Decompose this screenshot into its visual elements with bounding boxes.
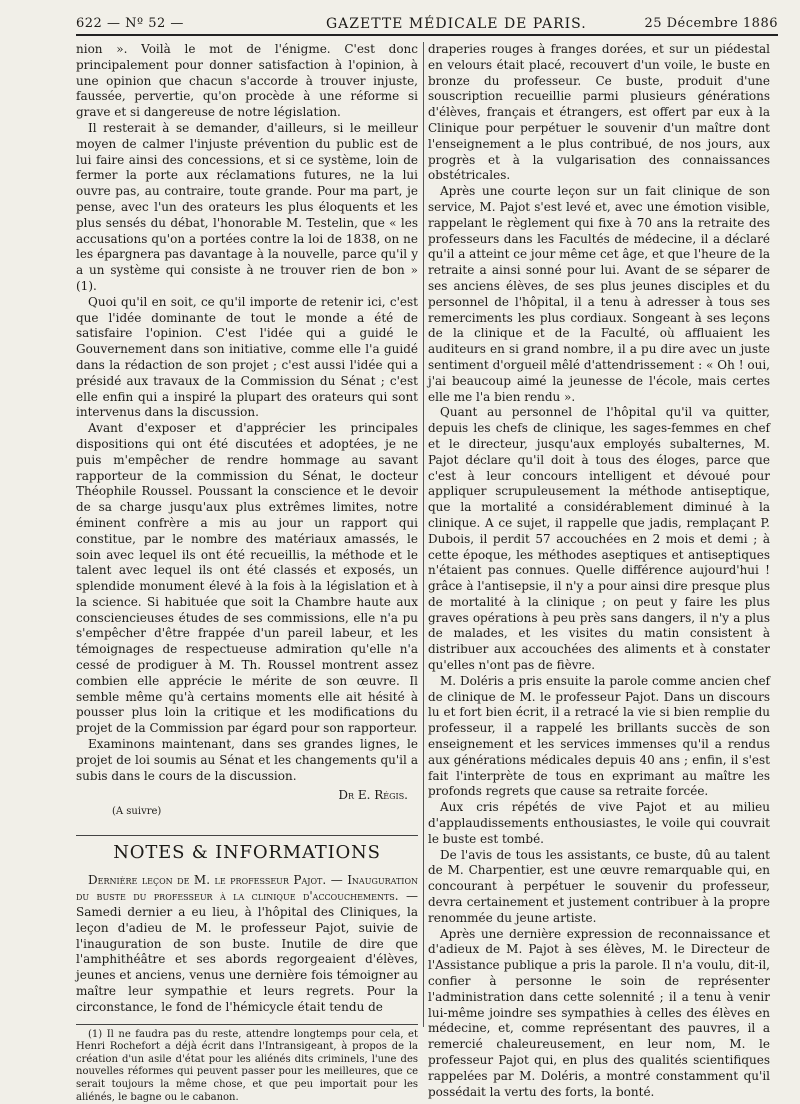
left-column [76, 42, 418, 1103]
paragraph: Il resterait à se demander, d'ailleurs, si le meilleur moyen de calmer l'injuste prévention du public est de lui faire ainsi des concessions, et si ce système, loin de fermer la porte aux réclamations futures, ne la lui ouvre pas, au contraire, toute grande. Pour ma part, je pense, avec l'un des orateurs les plus éloquents et les plus sensés du débat, l'honorable M. Testelin, que « les accusations qu'on a portées contre la loi de 1838, on ne les épargnera pas davantage à la nouvelle, parce qu'il y a un système qui consiste à ne trouver rien de bon » (1). [76, 120, 418, 293]
issue-date: 25 Décembre 1886 [644, 16, 778, 31]
paragraph: Après une courte leçon sur un fait clinique de son service, M. Pajot s'est levé et, avec une émotion visible, rappelant le règlement qui fixe à 70 ans la retraite des professeurs dans les Facultés de médecine, il a déclaré qu'il a atteint ce jour même cet âge, et que l'heure de la retraite a ainsi sonné pour lui. Avant de se séparer de ses anciens élèves, de ses plus jeunes disciples et du personnel de l'hôpital, il a tenu à adresser à tous ses remerciments les plus cordiaux. Songeant à ses leçons de la clinique et de la Faculté, où affluaient les auditeurs en si grand nombre, il a pu dire avec un juste sentiment d'orgueil mêlé d'attendrissement : « Oh ! oui, j'ai beaucoup aimé la jeunesse de l'école, mais certes elle me l'a bien rendu ». [428, 184, 770, 404]
footnote: (1) Il ne faudra pas du reste, attendre longtemps pour cela, et Henri Rochefort a déjà écrit dans l'Intransigeant, à propos de la création d'un asile d'état pour les aliénés dits criminels, l'une des nouvelles réformes qui peuvent passer pour les meilleures, que ce serait toujours la même chose, et que peu importait pour les aliénés, le bagne ou le cabanon. [76, 1028, 418, 1103]
paragraph: Quoi qu'il en soit, ce qu'il importe de retenir ici, c'est que l'idée dominante de tout le monde a été de satisfaire l'opinion. C'est l'idée qui a guidé le Gouvernement dans son initiative, comme elle l'a guidé dans la rédaction de son projet ; c'est aussi l'idée qui a présidé aux travaux de la Commission du Sénat ; c'est elle enfin qui a inspiré la plupart des orateurs qui sont intervenus dans la discussion. [76, 294, 418, 420]
paragraph: Examinons maintenant, dans ses grandes lignes, le projet de loi soumis au Sénat et les changements qu'il a subis dans le cours de la discussion. [76, 737, 418, 783]
footnote-rule [76, 1024, 418, 1025]
paragraph: Aux cris répétés de vive Pajot et au milieu d'applaudissements enthousiastes, le voile qui couvrait le buste est tombé. [428, 800, 770, 846]
paragraph: Quant au personnel de l'hôpital qu'il va quitter, depuis les chefs de clinique, les sages-femmes en chef et le directeur, jusqu'aux employés subalternes, M. Pajot déclare qu'il doit à tous des éloges, parce que c'est à leur concours intelligent et dévoué pour appliquer scrupuleusement la méthode antiseptique, que la mortalité a considérablement diminué à la clinique. A ce sujet, il rappelle que jadis, remplaçant P. Dubois, il perdit 57 accouchées en 2 mois et demi ; à cette époque, les méthodes aseptiques et antiseptiques n'étaient pas connues. Quelle différence aujourd'hui ! grâce à l'antisepsie, il n'y a pour ainsi dire presque plus de mortalité à la clinique ; on peut y faire les plus graves opérations à peu près sans dangers, il n'y a plus de malades, et les visites du matin consistent à distribuer aux accouchées des aliments et à constater qu'elles n'ont pas de fièvre. [428, 405, 770, 673]
paragraph: M. Doléris a pris ensuite la parole comme ancien chef de clinique de M. le professeur Pajot. Dans un discours lu et fort bien écrit, il a retracé la vie si bien remplie du professeur, il a rappelé les brillants succès de son enseignement et les services immenses qu'il a rendus aux générations médicales depuis 40 ans ; enfin, il s'est fait l'interprète de tous en exprimant au maître les profonds regrets que cause sa retraite forcée. [428, 673, 770, 799]
to-be-continued: (A suivre) [112, 806, 162, 818]
section-title: NOTES & INFORMATIONS [113, 842, 381, 864]
paragraph: nion ». Voilà le mot de l'énigme. C'est donc principalement pour donner satisfaction à l'opinion, à une opinion que chacun s'accorde à trouver injuste, faussée, pervertie, qu'on procède à une réforme si grave et si dangereuse de notre législation. [76, 42, 418, 120]
right-column [428, 42, 770, 1099]
news-headline: Dernière leçon de M. le professeur Pajot. — Inauguration du buste du professeur à la clinique d'accouchements. [76, 873, 418, 904]
journal-title: GAZETTE MÉDICALE DE PARIS. [326, 16, 587, 32]
paragraph: draperies rouges à franges dorées, et sur un piédestal en velours était placé, recouvert d'un voile, le buste en bronze du professeur. Ce buste, produit d'une souscription recueillie parmi plusieurs générations d'élèves, français et étrangers, est offert par eux à la Clinique pour perpétuer le souvenir d'un maître dont l'enseignement a le plus contribué, de nos jours, aux progrès et à la vulgarisation des connaissances obstétricales. [428, 42, 770, 183]
paragraph: De l'avis de tous les assistants, ce buste, dû au talent de M. Charpentier, est une œuvre remarquable qui, en concourant à perpétuer le souvenir du professeur, devra certainement et justement contribuer à la propre renommée du jeune artiste. [428, 847, 770, 925]
paragraph: Avant d'exposer et d'apprécier les principales dispositions qui ont été discutées et adoptées, je ne puis m'empêcher de rendre hommage au savant rapporteur de la commission du Sénat, le docteur Théophile Roussel. Poussant la conscience et le devoir de sa charge jusqu'aux plus extrêmes limites, notre éminent confrère a mis au jour un rapport qui constitue, par le nombre des matériaux amassés, le soin avec lequel ils ont été recueillis, la méthode et le talent avec lequel ils ont été classés et exposés, un splendide monument élevé à la fois à la législation et à la science. Si habituée que soit la Chambre haute aux consciencieuses études de ses commissions, elle n'a pu s'empêcher d'être frappée d'un pareil labeur, et les témoignages de respectueuse admiration qu'elle n'a cessé de prodiguer à M. Th. Roussel montrent assez combien elle apprécie le mérite de son œuvre. Il semble même qu'à certains moments elle ait hésité à pousser plus loin la critique et les modifications du projet de la Commission par égard pour son rapporteur. [76, 421, 418, 736]
page-number: 622 — Nº 52 — [76, 16, 184, 31]
paragraph: Après une dernière expression de reconnaissance et d'adieux de M. Pajot à ses élèves, M. le Directeur de l'Assistance publique a pris la parole. Il n'a voulu, dit-il, confier à personne le soin de représenter l'administration dans cette solennité ; il a tenu à venir lui-même joindre ses sympathies à celles des élèves en médecine, et, comme représentant des pauvres, il a remercié chaleureusement, en leur nom, M. le professeur Pajot qui, en plus des qualités scientifiques rappelées par M. Doléris, a montré constamment qu'il possédait la vertu des forts, la bonté. [428, 926, 770, 1099]
header-rule [76, 34, 778, 36]
page-header [76, 14, 778, 36]
columns [76, 42, 778, 1103]
news-body: — Samedi dernier a eu lieu, à l'hôpital des Cliniques, la leçon d'adieu de M. le professeur Pajot, suivie de l'inauguration de son buste. Inutile de dire que l'amphithéâtre et ses abords regorgeaient d'élèves, jeunes et anciens, venus une dernière fois témoigner au maître leur sympathie et leurs regrets. Pour la circonstance, le fond de l'hémicycle était tendu de [76, 889, 418, 1014]
news-item [76, 873, 418, 1015]
author-signature: Dr E. Régis. [338, 788, 408, 803]
section-rule [76, 835, 418, 836]
column-divider [423, 42, 424, 1027]
